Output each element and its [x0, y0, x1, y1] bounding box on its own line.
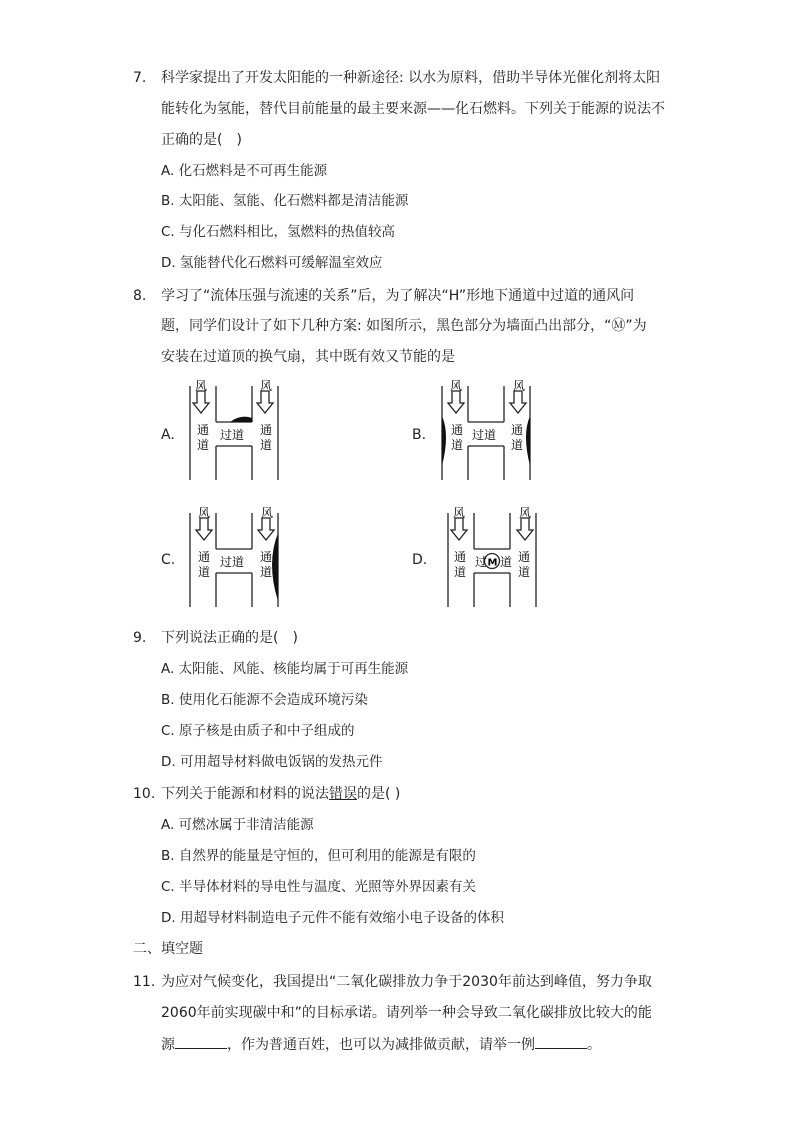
fan-letter: M: [487, 557, 498, 569]
q8-option-b-label[interactable]: B.: [412, 427, 427, 443]
q7-number: 7.: [133, 70, 147, 86]
passage-label: 道: [454, 565, 467, 579]
q10-number: 10.: [133, 786, 156, 802]
section-title: 二、填空题: [133, 941, 203, 957]
q9-option-a[interactable]: A. 太阳能、风能、核能均属于可再生能源: [161, 661, 409, 677]
q11-line-3-b: ，作为普通百姓，也可以为减排做贡献，请举一例: [227, 1037, 535, 1053]
q11-blank-1[interactable]: [175, 1034, 227, 1049]
q9-stem: 下列说法正确的是( ): [161, 630, 298, 646]
q7-option-a[interactable]: A. 化石燃料是不可再生能源: [161, 163, 328, 179]
wind-label: 风: [453, 506, 466, 520]
q8-diagram-a: [186, 376, 286, 484]
passage-label: 道: [260, 438, 273, 452]
q8-diagram-d: [444, 503, 544, 611]
q9-number: 9.: [133, 630, 147, 646]
q10-option-a[interactable]: A. 可燃冰属于非清洁能源: [161, 817, 314, 833]
q8-option-d-label[interactable]: D.: [412, 552, 428, 568]
q8-line-3: 安装在过道顶的换气扇，其中既有效又节能的是: [161, 349, 455, 365]
wind-label: 风: [519, 506, 532, 520]
crossway-label: 过道: [220, 428, 245, 442]
passage-label: 道: [197, 438, 210, 452]
q11-line-3: [161, 1034, 601, 1055]
q10-stem-before: 下列关于能源和材料的说法: [161, 786, 329, 802]
passage-label: 通: [451, 423, 464, 437]
passage-label: 通: [260, 423, 273, 437]
q8-option-a-label[interactable]: A.: [161, 427, 175, 443]
crossway-label-right: 道: [500, 555, 513, 569]
q8-line-2: 题，同学们设计了如下几种方案: 如图所示，黑色部分为墙面凸出部分，“Ⓜ”为: [161, 318, 647, 334]
crossway-label: 过道: [472, 428, 497, 442]
q10-option-c[interactable]: C. 半导体材料的导电性与温度、光照等外界因素有关: [161, 879, 477, 895]
passage-label: 通: [518, 550, 531, 564]
wind-label: 风: [450, 379, 463, 393]
passage-label: 通: [511, 423, 524, 437]
q11-number: 11.: [133, 974, 156, 990]
crossway-label: 过道: [220, 555, 245, 569]
passage-label: 通: [197, 423, 210, 437]
q7-option-c[interactable]: C. 与化石燃料相比，氢燃料的热值较高: [161, 224, 396, 240]
q9-option-d[interactable]: D. 可用超导材料做电饭锅的发热元件: [161, 754, 383, 770]
passage-label: 道: [518, 565, 531, 579]
q11-line-3-c: 。: [587, 1037, 601, 1053]
passage-label: 道: [451, 438, 464, 452]
wind-label: 风: [260, 379, 273, 393]
q8-number: 8.: [133, 288, 147, 304]
passage-label: 道: [260, 565, 273, 579]
q10-option-d[interactable]: D. 用超导材料制造电子元件不能有效缩小电子设备的体积: [161, 910, 504, 926]
q9-option-c[interactable]: C. 原子核是由质子和中子组成的: [161, 723, 355, 739]
q10-stem-emphasis: 错误: [329, 786, 357, 802]
wind-label: 风: [261, 506, 274, 520]
q7-option-d[interactable]: D. 氢能替代化石燃料可缓解温室效应: [161, 255, 383, 271]
q10-stem: [161, 784, 400, 804]
q11-line-2: 2060年前实现碳中和”的目标承诺。请列举一种会导致二氧化碳排放比较大的能: [161, 1005, 652, 1021]
q8-diagram-c: [186, 503, 286, 611]
q9-option-b[interactable]: B. 使用化石能源不会造成环境污染: [161, 692, 368, 708]
wind-label: 风: [198, 506, 211, 520]
q10-stem-after: 的是( ): [357, 786, 401, 802]
passage-label: 通: [260, 550, 273, 564]
q7-line-2: 能转化为氢能，替代目前能量的最主要来源——化石燃料。下列关于能源的说法不: [161, 101, 665, 117]
q8-diagram-b: [438, 376, 538, 484]
wind-label: 风: [513, 379, 526, 393]
passage-label: 道: [198, 565, 211, 579]
q11-blank-2[interactable]: [535, 1034, 587, 1049]
q7-line-1: 科学家提出了开发太阳能的一种新途径: 以水为原料，借助半导体光催化剂将太阳: [161, 70, 661, 86]
crossway-label-left: 过: [475, 555, 488, 569]
q7-option-b[interactable]: B. 太阳能、氢能、化石燃料都是清洁能源: [161, 193, 409, 209]
q7-line-3: 正确的是( ): [161, 132, 242, 148]
passage-label: 通: [198, 550, 211, 564]
passage-label: 通: [454, 550, 467, 564]
q11-line-1: 为应对气候变化，我国提出“二氧化碳排放力争于2030年前达到峰值，努力争取: [161, 974, 652, 990]
q8-option-c-label[interactable]: C.: [161, 552, 176, 568]
q8-line-1: 学习了“流体压强与流速的关系”后，为了解决“H”形地下通道中过道的通风问: [161, 288, 635, 304]
q10-option-b[interactable]: B. 自然界的能量是守恒的，但可利用的能源是有限的: [161, 848, 476, 864]
q11-line-3-a: 源: [161, 1037, 175, 1053]
passage-label: 道: [511, 438, 524, 452]
wind-label: 风: [195, 379, 208, 393]
